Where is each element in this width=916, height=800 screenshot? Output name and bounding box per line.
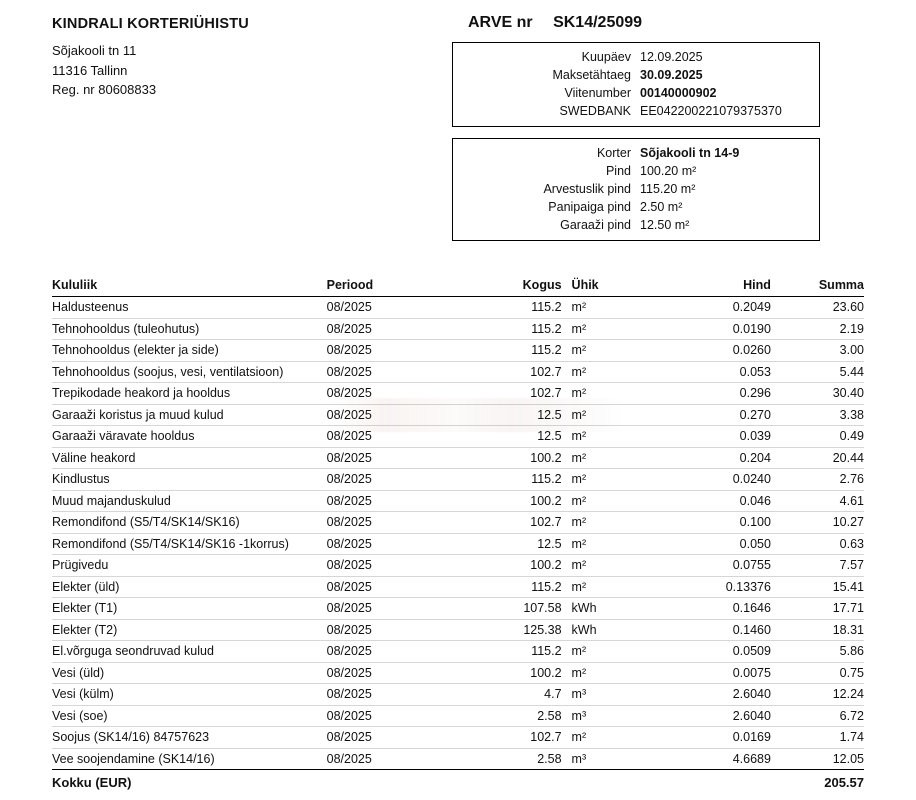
cell-price: 0.1460 xyxy=(645,619,771,641)
cell-sum: 6.72 xyxy=(771,705,864,727)
table-row xyxy=(52,361,864,383)
object-value-area: 100.20 m² xyxy=(640,164,697,178)
table-row xyxy=(52,662,864,684)
table-row xyxy=(52,426,864,448)
cell-sum: 0.63 xyxy=(771,533,864,555)
invoice-nr-label: nr xyxy=(516,14,533,31)
cell-cost-type: Garaaži koristus ja muud kulud xyxy=(52,404,327,426)
cell-unit: kWh xyxy=(572,619,645,641)
object-label-area: Pind xyxy=(605,164,631,178)
cell-quantity: 100.2 xyxy=(453,555,572,577)
cell-sum: 3.38 xyxy=(771,404,864,426)
cell-unit: m³ xyxy=(572,705,645,727)
cell-unit: m² xyxy=(572,512,645,534)
cell-quantity: 125.38 xyxy=(453,619,572,641)
cell-unit: m² xyxy=(572,662,645,684)
issuer-name: KINDRALI KORTERIÜHISTU xyxy=(52,16,249,32)
table-row xyxy=(52,490,864,512)
cell-period: 08/2025 xyxy=(327,426,453,448)
cell-cost-type: Vesi (külm) xyxy=(52,684,327,706)
table-row xyxy=(52,469,864,491)
cell-sum: 12.05 xyxy=(832,751,864,766)
cell-period: 08/2025 xyxy=(327,404,453,426)
total-row xyxy=(52,770,864,794)
cell-quantity: 102.7 xyxy=(453,361,572,383)
table-row xyxy=(52,619,864,641)
cell-quantity: 102.7 xyxy=(453,512,572,534)
table-row xyxy=(52,641,864,663)
cell-unit: m² xyxy=(572,727,645,749)
header-cost-type: Kululiik xyxy=(52,278,98,292)
cell-price: 0.039 xyxy=(645,426,771,448)
cell-unit: m² xyxy=(572,555,645,577)
header-unit: Ühik xyxy=(571,278,599,292)
cell-unit: m² xyxy=(572,447,645,469)
cell-sum: 0.75 xyxy=(771,662,864,684)
cell-price: 0.13376 xyxy=(645,576,771,598)
object-value-calcarea: 115.20 m² xyxy=(640,182,696,196)
cell-unit: m² xyxy=(572,383,645,405)
cell-cost-type: Kindlustus xyxy=(52,469,327,491)
invoice-meta-row xyxy=(461,84,811,102)
cell-period: 08/2025 xyxy=(327,297,453,319)
cell-cost-type: Elekter (T1) xyxy=(52,598,327,620)
cost-table xyxy=(52,278,864,794)
cell-sum: 15.41 xyxy=(771,576,864,598)
cell-unit: m³ xyxy=(571,751,587,766)
cell-price: 0.100 xyxy=(645,512,771,534)
header-quantity: Kogus xyxy=(522,278,562,292)
issuer-registry-code: Reg. nr 80608833 xyxy=(52,82,157,97)
cell-sum: 20.44 xyxy=(771,447,864,469)
cell-sum: 30.40 xyxy=(771,383,864,405)
cell-unit: m² xyxy=(572,318,645,340)
object-row xyxy=(461,216,811,234)
cell-price: 0.0755 xyxy=(645,555,771,577)
cell-period: 08/2025 xyxy=(327,490,453,512)
object-label-garagearea: Garaaži pind xyxy=(560,218,631,232)
cell-unit: m² xyxy=(572,576,645,598)
cell-price: 0.204 xyxy=(645,447,771,469)
cell-quantity: 115.2 xyxy=(453,576,572,598)
cell-period: 08/2025 xyxy=(327,684,453,706)
cell-price: 0.2049 xyxy=(645,297,771,319)
total-spacer-unit xyxy=(572,770,645,794)
table-row xyxy=(52,447,864,469)
cell-quantity: 12.5 xyxy=(453,533,572,555)
meta-label-reference: Viitenumber xyxy=(564,86,631,100)
cell-cost-type: Vesi (soe) xyxy=(52,705,327,727)
cell-price: 0.0190 xyxy=(645,318,771,340)
cell-quantity: 102.7 xyxy=(453,727,572,749)
cell-price: 4.6689 xyxy=(732,751,771,766)
table-row xyxy=(52,297,864,319)
cell-sum: 18.31 xyxy=(771,619,864,641)
meta-label-bank: SWEDBANK xyxy=(559,104,631,118)
meta-value-iban: EE042200221079375370 xyxy=(640,104,782,118)
cell-quantity: 100.2 xyxy=(453,662,572,684)
cell-price: 0.053 xyxy=(645,361,771,383)
table-row xyxy=(52,576,864,598)
cell-cost-type: Elekter (üld) xyxy=(52,576,327,598)
cell-sum: 23.60 xyxy=(771,297,864,319)
cell-cost-type: Haldusteenus xyxy=(52,297,327,319)
cell-price: 0.0169 xyxy=(645,727,771,749)
cell-period: 08/2025 xyxy=(326,751,372,766)
total-value: 205.57 xyxy=(771,770,864,794)
object-value-apartment: Sõjakooli tn 14-9 xyxy=(640,146,740,160)
object-row xyxy=(461,198,811,216)
table-row xyxy=(52,555,864,577)
cell-period: 08/2025 xyxy=(327,383,453,405)
cell-price: 0.0260 xyxy=(645,340,771,362)
table-row xyxy=(52,705,864,727)
cell-unit: m² xyxy=(572,361,645,383)
cell-cost-type: Soojus (SK14/16) 84757623 xyxy=(52,727,327,749)
invoice-meta-row xyxy=(461,48,811,66)
cell-quantity: 115.2 xyxy=(453,297,572,319)
object-row xyxy=(461,180,811,198)
cell-period: 08/2025 xyxy=(327,361,453,383)
cell-period: 08/2025 xyxy=(327,512,453,534)
total-spacer-period xyxy=(327,770,453,794)
cell-cost-type: Tehnohooldus (tuleohutus) xyxy=(52,318,327,340)
invoice-object-box xyxy=(452,138,820,241)
cell-quantity: 2.58 xyxy=(453,705,572,727)
cell-price: 0.0075 xyxy=(645,662,771,684)
cell-cost-type: Trepikodade heakord ja hooldus xyxy=(52,383,327,405)
cell-unit: m² xyxy=(572,469,645,491)
object-label-calcarea: Arvestuslik pind xyxy=(543,182,631,196)
table-row xyxy=(52,512,864,534)
object-row xyxy=(461,144,811,162)
cell-period: 08/2025 xyxy=(327,705,453,727)
cell-quantity: 2.58 xyxy=(537,751,562,766)
cell-sum: 5.86 xyxy=(771,641,864,663)
invoice-title xyxy=(452,14,820,32)
table-row xyxy=(52,684,864,706)
cell-period: 08/2025 xyxy=(327,533,453,555)
cell-unit: m² xyxy=(572,340,645,362)
header-sum: Summa xyxy=(818,278,864,292)
cost-table-body xyxy=(52,297,864,770)
object-row xyxy=(461,162,811,180)
object-label-storagearea: Panipaiga pind xyxy=(548,200,631,214)
cell-unit: m² xyxy=(572,297,645,319)
cell-period: 08/2025 xyxy=(327,576,453,598)
cell-quantity: 4.7 xyxy=(453,684,572,706)
cell-quantity: 100.2 xyxy=(453,447,572,469)
table-row xyxy=(52,598,864,620)
cell-quantity: 115.2 xyxy=(453,318,572,340)
meta-value-date: 12.09.2025 xyxy=(640,50,703,64)
cell-quantity: 12.5 xyxy=(453,426,572,448)
cell-price: 0.270 xyxy=(645,404,771,426)
object-value-garagearea: 12.50 m² xyxy=(640,218,690,232)
cell-cost-type: Prügivedu xyxy=(52,555,327,577)
meta-value-reference: 00140000902 xyxy=(640,86,717,100)
cell-sum: 0.49 xyxy=(771,426,864,448)
meta-label-date: Kuupäev xyxy=(581,50,631,64)
cell-sum: 17.71 xyxy=(771,598,864,620)
cell-unit: m² xyxy=(572,533,645,555)
cell-sum: 3.00 xyxy=(771,340,864,362)
meta-label-duedate: Maksetähtaeg xyxy=(552,68,631,82)
cell-cost-type: Remondifond (S5/T4/SK14/SK16 -1korrus) xyxy=(52,533,327,555)
table-row xyxy=(52,533,864,555)
cell-period: 08/2025 xyxy=(327,641,453,663)
cell-price: 0.296 xyxy=(645,383,771,405)
total-spacer-qty xyxy=(453,770,572,794)
header-period: Periood xyxy=(326,278,374,292)
issuer-address: Sõjakooli tn 11 xyxy=(52,43,137,58)
cell-period: 08/2025 xyxy=(327,469,453,491)
table-row xyxy=(52,340,864,362)
cell-unit: m² xyxy=(572,404,645,426)
cell-period: 08/2025 xyxy=(327,619,453,641)
cell-quantity: 102.7 xyxy=(453,383,572,405)
cell-price: 0.046 xyxy=(645,490,771,512)
object-label-apartment: Korter xyxy=(596,146,631,160)
cell-period: 08/2025 xyxy=(327,727,453,749)
cell-cost-type: Vee soojendamine (SK14/16) xyxy=(52,751,215,766)
cell-price: 2.6040 xyxy=(645,705,771,727)
cell-sum: 4.61 xyxy=(771,490,864,512)
cell-unit: kWh xyxy=(572,598,645,620)
cell-cost-type: Garaaži väravate hooldus xyxy=(52,426,327,448)
invoice-meta-row xyxy=(461,66,811,84)
cell-sum: 2.19 xyxy=(771,318,864,340)
issuer-city: 11316 Tallinn xyxy=(52,62,128,78)
table-row xyxy=(52,748,864,770)
cell-cost-type: Tehnohooldus (soojus, vesi, ventilatsioon) xyxy=(52,361,327,383)
cost-table-foot xyxy=(52,770,864,794)
cell-period: 08/2025 xyxy=(327,447,453,469)
invoice-title-word: ARVE xyxy=(468,14,513,31)
cell-sum: 5.44 xyxy=(771,361,864,383)
cost-table-wrapper xyxy=(52,278,864,794)
header-price: Hind xyxy=(743,278,771,292)
cell-price: 0.1646 xyxy=(645,598,771,620)
cell-cost-type: Muud majanduskulud xyxy=(52,490,327,512)
cell-cost-type: El.võrguga seondruvad kulud xyxy=(52,641,327,663)
cell-period: 08/2025 xyxy=(327,662,453,684)
cell-unit: m³ xyxy=(572,684,645,706)
cell-quantity: 107.58 xyxy=(453,598,572,620)
cell-period: 08/2025 xyxy=(327,318,453,340)
cell-quantity: 100.2 xyxy=(453,490,572,512)
cell-period: 08/2025 xyxy=(327,598,453,620)
cell-period: 08/2025 xyxy=(327,555,453,577)
issuer-block xyxy=(52,12,452,100)
cell-cost-type: Vesi (üld) xyxy=(52,662,327,684)
cell-sum: 1.74 xyxy=(771,727,864,749)
cell-price: 2.6040 xyxy=(645,684,771,706)
cell-price: 0.050 xyxy=(645,533,771,555)
object-value-storagearea: 2.50 m² xyxy=(640,200,683,214)
invoice-block xyxy=(452,12,820,252)
cost-table-head xyxy=(52,278,864,297)
cell-unit: m² xyxy=(572,426,645,448)
invoice-meta-row xyxy=(461,102,811,120)
total-label: Kokku (EUR) xyxy=(52,770,327,794)
cell-cost-type: Elekter (T2) xyxy=(52,619,327,641)
table-row xyxy=(52,383,864,405)
meta-value-duedate: 30.09.2025 xyxy=(640,68,703,82)
cell-cost-type: Remondifond (S5/T4/SK14/SK16) xyxy=(52,512,327,534)
table-row xyxy=(52,727,864,749)
invoice-meta-box xyxy=(452,42,820,127)
cell-cost-type: Tehnohooldus (elekter ja side) xyxy=(52,340,327,362)
table-row xyxy=(52,318,864,340)
cell-quantity: 115.2 xyxy=(453,340,572,362)
cell-unit: m² xyxy=(572,490,645,512)
cell-quantity: 115.2 xyxy=(453,641,572,663)
cell-price: 0.0240 xyxy=(645,469,771,491)
document-header xyxy=(0,0,916,252)
cell-sum: 7.57 xyxy=(771,555,864,577)
cell-cost-type: Väline heakord xyxy=(52,447,327,469)
cell-sum: 2.76 xyxy=(771,469,864,491)
cell-sum: 10.27 xyxy=(771,512,864,534)
cell-price: 0.0509 xyxy=(645,641,771,663)
cell-quantity: 12.5 xyxy=(453,404,572,426)
invoice-nr-value: SK14/25099 xyxy=(553,14,643,31)
table-header-row xyxy=(52,278,864,297)
cell-period: 08/2025 xyxy=(327,340,453,362)
cell-quantity: 115.2 xyxy=(453,469,572,491)
total-spacer-price xyxy=(645,770,771,794)
cell-unit: m² xyxy=(572,641,645,663)
cell-sum: 12.24 xyxy=(771,684,864,706)
table-row xyxy=(52,404,864,426)
